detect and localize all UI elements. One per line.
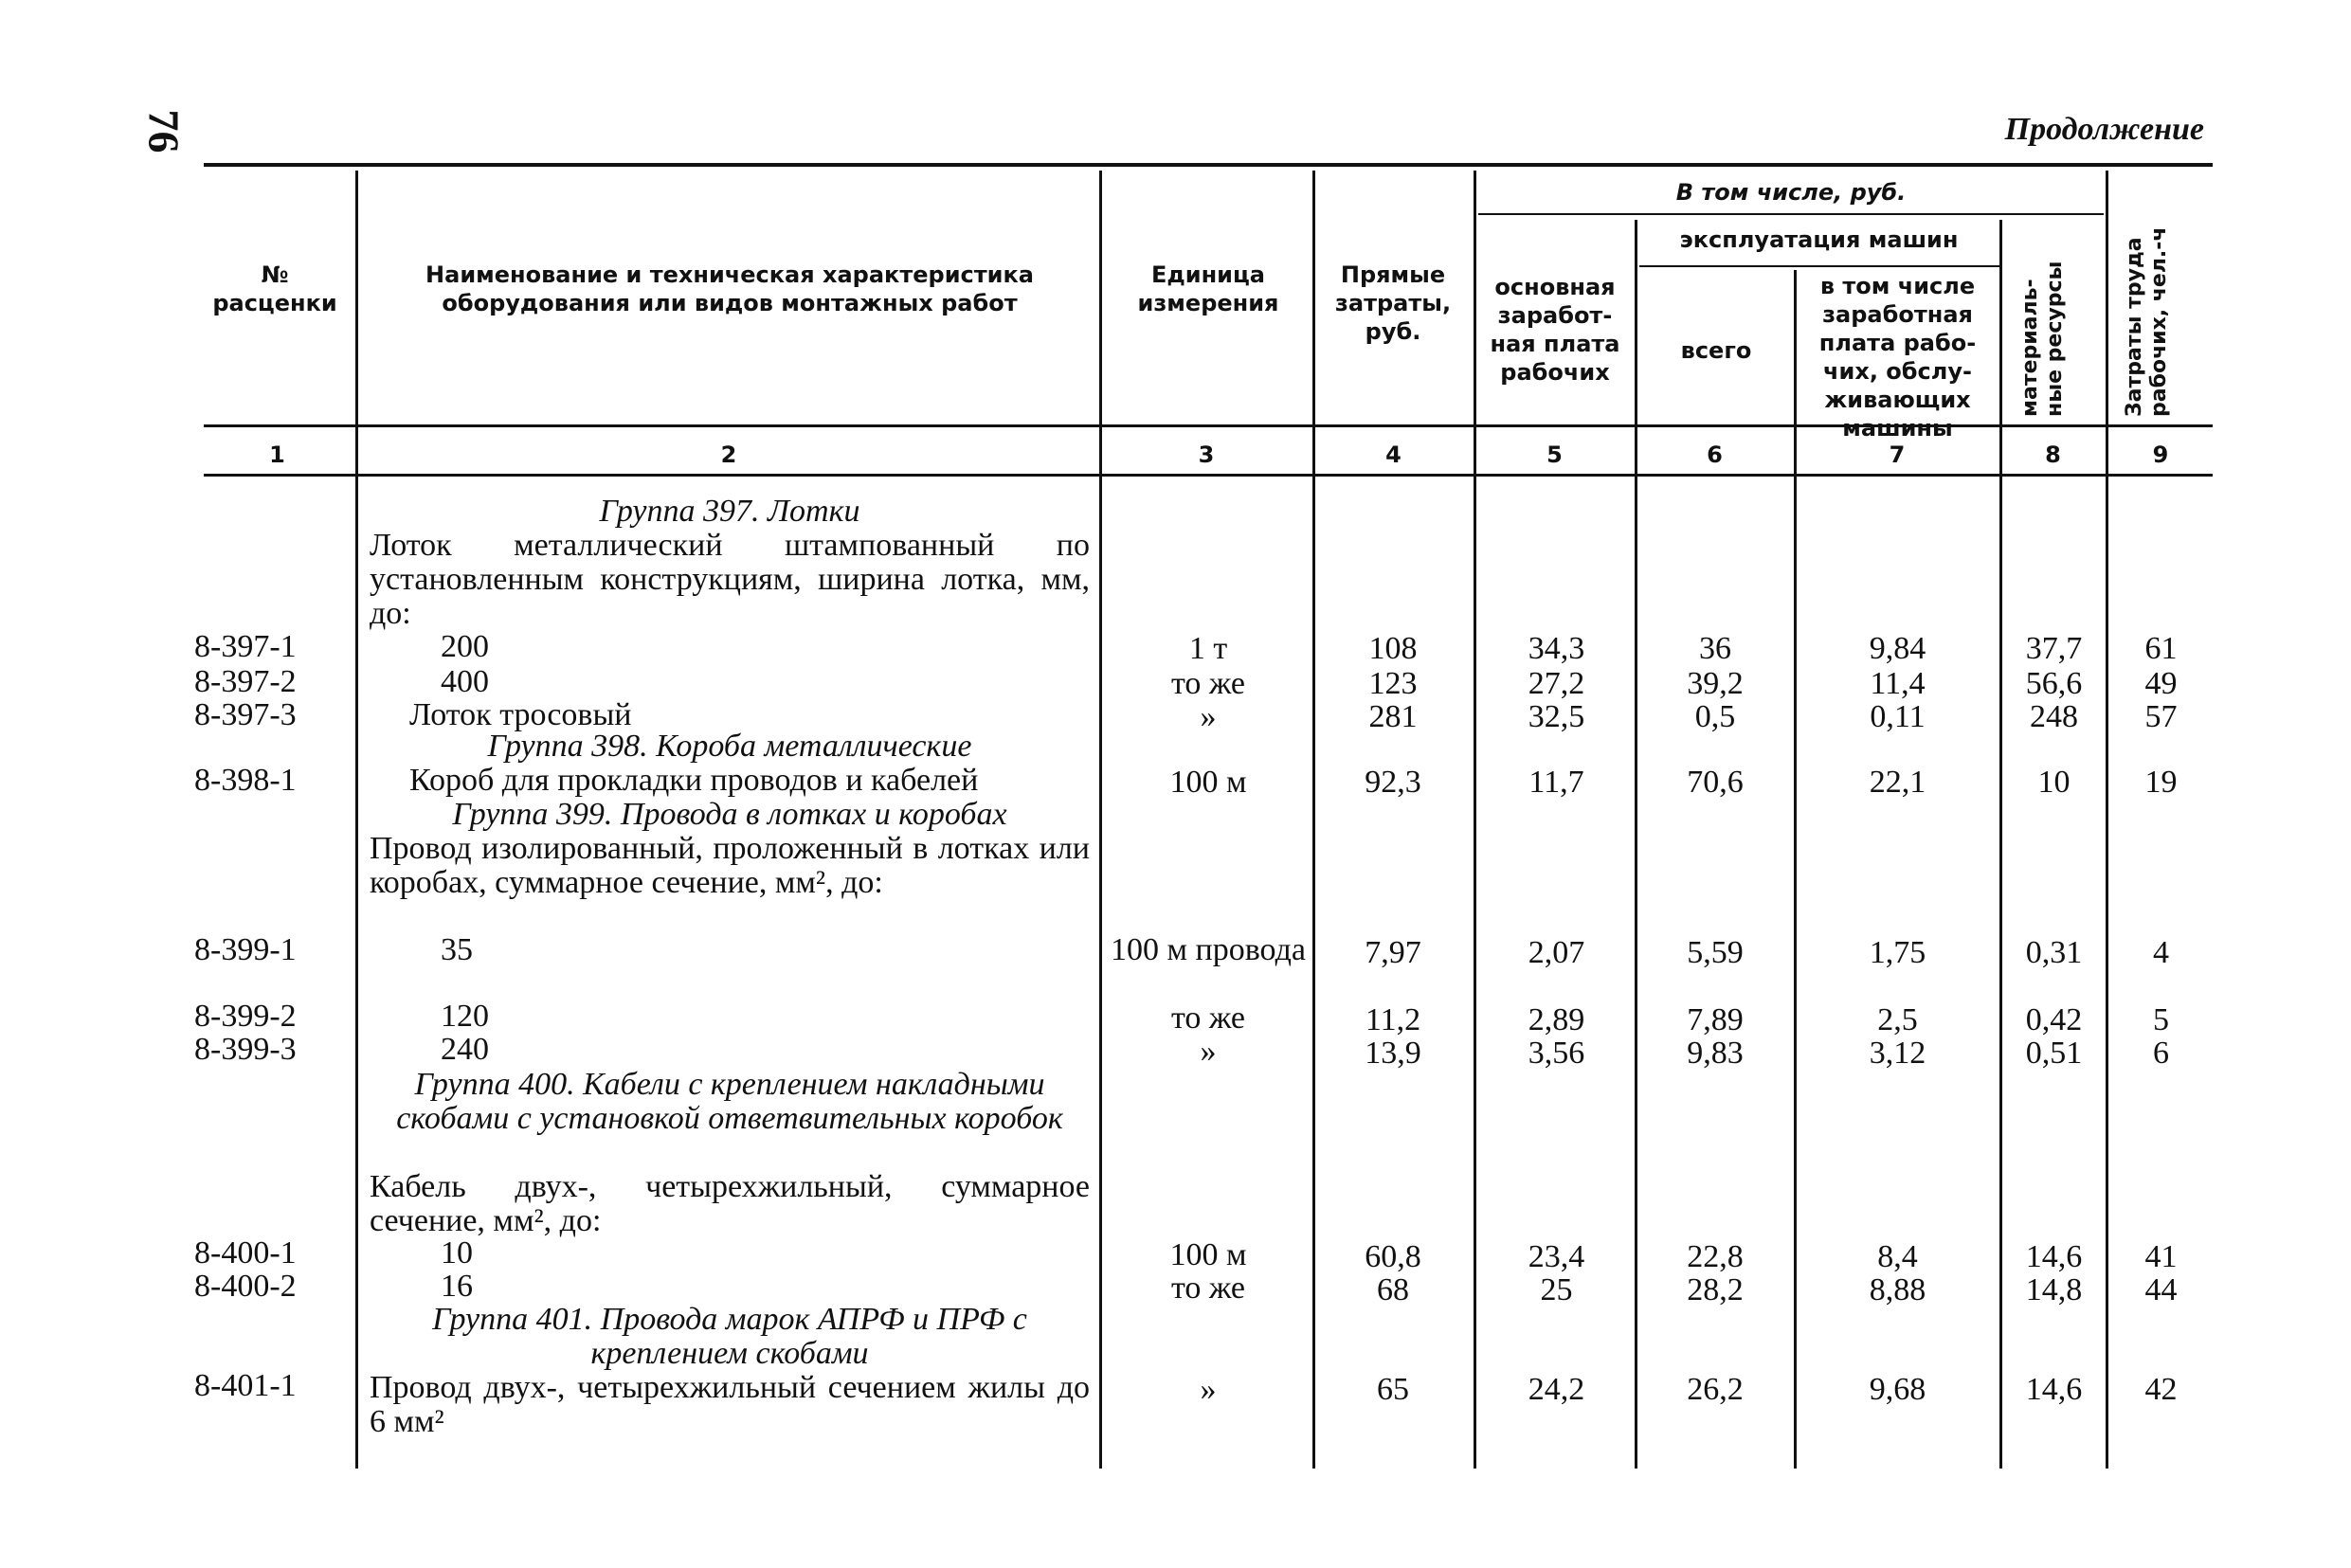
machine-wage: 1,75 [1869,935,1926,970]
item-name: 120 [441,999,489,1034]
materials: 10 [2037,765,2071,800]
header-total: всего [1680,337,1752,364]
machine-total: 9,83 [1687,1036,1744,1071]
column-number: 9 [2152,442,2169,468]
header-rate-number: № расценки [212,261,337,316]
col-divider [355,171,358,1469]
header-name: Наименование и техническая характеристика оборудования или видов монтажных работ [425,261,1034,316]
group-intro: Лоток металлический штампованный по установленным конструкциям, ширина лотка, мм, до: [370,528,1090,631]
col-divider [1474,171,1476,1469]
materials: 0,31 [2025,935,2083,970]
col-divider [1999,220,2002,1469]
machines-rule [1639,265,1999,267]
materials: 14,8 [2025,1272,2083,1307]
column-number: 3 [1198,442,1215,468]
materials: 0,51 [2025,1036,2083,1071]
materials: 37,7 [2025,631,2083,666]
rate-code: 8-399-3 [194,1032,297,1067]
direct-costs: 60,8 [1365,1239,1421,1274]
continuation-label: Продолжение [2004,112,2204,147]
materials: 14,6 [2025,1372,2083,1407]
base-wage: 27,2 [1528,666,1585,701]
machine-total: 26,2 [1687,1372,1744,1407]
including-rule [1478,213,2104,215]
base-wage: 23,4 [1528,1239,1585,1274]
group-heading: Группа 401. Провода марок АПРФ и ПРФ с креплением скобами [432,1302,1027,1371]
labor: 57 [2144,699,2178,734]
labor: 6 [2153,1036,2169,1071]
column-number: 4 [1385,442,1402,468]
labor: 61 [2144,631,2178,666]
machine-wage: 2,5 [1877,1002,1918,1037]
rate-code: 8-401-1 [194,1368,297,1403]
unit: » [1200,1034,1217,1069]
col-divider [1099,171,1102,1469]
group-intro: Кабель двух-, четырехжильный, суммарное сечение, мм², до: [370,1169,1090,1238]
materials: 248 [2030,699,2078,734]
direct-costs: 281 [1368,699,1418,734]
direct-costs: 68 [1377,1272,1409,1307]
direct-costs: 123 [1368,666,1418,701]
base-wage: 25 [1540,1272,1573,1307]
direct-costs: 92,3 [1365,765,1421,800]
column-number: 6 [1707,442,1723,468]
column-number: 5 [1546,442,1563,468]
header-including: В том числе, руб. [1675,179,1907,206]
header-direct-costs: Прямые затраты, руб. [1334,261,1452,345]
header-unit: Единица измерения [1137,261,1279,316]
colnum-bottom-rule [204,474,2213,477]
header-machine-operation: эксплуатация машин [1679,226,1959,253]
rate-code: 8-400-2 [194,1269,297,1304]
machine-total: 39,2 [1687,666,1744,701]
direct-costs: 13,9 [1365,1036,1421,1071]
base-wage: 3,56 [1528,1036,1585,1071]
base-wage: 32,5 [1528,699,1585,734]
machine-total: 0,5 [1694,699,1736,734]
labor: 5 [2153,1002,2169,1037]
labor: 44 [2144,1272,2178,1307]
base-wage: 2,07 [1528,935,1585,970]
item-name: 240 [441,1032,489,1067]
machine-wage: 9,68 [1869,1372,1926,1407]
item-name: 200 [441,629,489,664]
direct-costs: 11,2 [1365,1002,1421,1037]
machine-total: 36 [1699,631,1731,666]
machine-wage: 22,1 [1869,765,1926,800]
unit: 1 т [1188,631,1228,666]
top-rule [204,163,2213,167]
rate-code: 8-400-1 [194,1235,297,1271]
group-heading: Группа 397. Лотки [599,494,860,529]
rate-code: 8-397-2 [194,664,297,699]
unit: 100 м провода [1111,932,1306,967]
header-materials: материаль-ные ресурсы [2018,261,2067,417]
item-name: Лоток тросовый [409,697,632,732]
unit: » [1200,1372,1217,1407]
machine-total: 5,59 [1687,935,1744,970]
machine-wage: 11,4 [1870,666,1926,701]
col-divider [1635,220,1637,1469]
item-name: 16 [441,1269,473,1304]
unit: 100 м [1169,765,1247,800]
group-heading: Группа 398. Короба металлические [487,729,972,764]
rate-code: 8-399-2 [194,999,297,1034]
unit: то же [1170,1271,1246,1306]
labor: 42 [2144,1372,2178,1407]
materials: 14,6 [2025,1239,2083,1274]
group-intro: Провод изолированный, проложенный в лотках или коробах, суммарное сечение, мм², до: [370,831,1090,900]
labor: 49 [2144,666,2178,701]
unit: 100 м [1169,1237,1247,1272]
labor: 19 [2144,765,2178,800]
header-base-wage: основная заработ-ная плата рабочих [1490,274,1620,386]
unit: » [1200,699,1217,734]
group-heading: Группа 399. Провода в лотках и коробах [452,797,1007,832]
materials: 56,6 [2025,666,2083,701]
item-name: 400 [441,664,489,699]
unit: то же [1170,1000,1246,1036]
base-wage: 24,2 [1528,1372,1585,1407]
header-labor: Затраты труда рабочих, чел.-ч [2123,226,2171,417]
item-name: Провод двух-, четырехжильный сечением жилы до 6 мм² [370,1370,1090,1439]
item-name: Короб для прокладки проводов и кабелей [409,763,979,798]
machine-total: 7,89 [1687,1002,1744,1037]
col-divider [2106,171,2108,1469]
machine-wage: 8,4 [1877,1239,1918,1274]
page-number: 76 [139,109,189,153]
column-number: 2 [720,442,737,468]
machine-wage: 9,84 [1869,631,1926,666]
column-number: 1 [269,442,285,468]
column-number: 7 [1889,442,1906,468]
unit: то же [1170,666,1246,701]
item-name: 10 [441,1235,473,1271]
base-wage: 11,7 [1528,765,1584,800]
direct-costs: 108 [1368,631,1418,666]
machine-wage: 3,12 [1869,1036,1926,1071]
item-name: 35 [441,932,473,967]
labor: 41 [2144,1239,2178,1274]
base-wage: 34,3 [1528,631,1585,666]
machine-wage: 0,11 [1870,699,1926,734]
machine-wage: 8,88 [1869,1272,1926,1307]
materials: 0,42 [2025,1002,2083,1037]
machine-total: 22,8 [1687,1239,1744,1274]
group-heading: Группа 400. Кабели с креплением накладными скобами с установкой ответвительных коробок [396,1067,1063,1136]
base-wage: 2,89 [1528,1002,1585,1037]
rate-code: 8-397-3 [194,697,297,732]
labor: 4 [2153,935,2169,970]
direct-costs: 7,97 [1365,935,1421,970]
header-machine-wage: в том числе заработная плата рабо-чих, обслу-живающих машины [1818,273,1977,442]
rate-code: 8-398-1 [194,763,297,798]
machine-total: 28,2 [1687,1272,1744,1307]
rate-code: 8-397-1 [194,629,297,664]
col-divider [1312,171,1315,1469]
column-number: 8 [2045,442,2061,468]
rate-code: 8-399-1 [194,932,297,967]
machine-total: 70,6 [1687,765,1744,800]
direct-costs: 65 [1377,1372,1409,1407]
